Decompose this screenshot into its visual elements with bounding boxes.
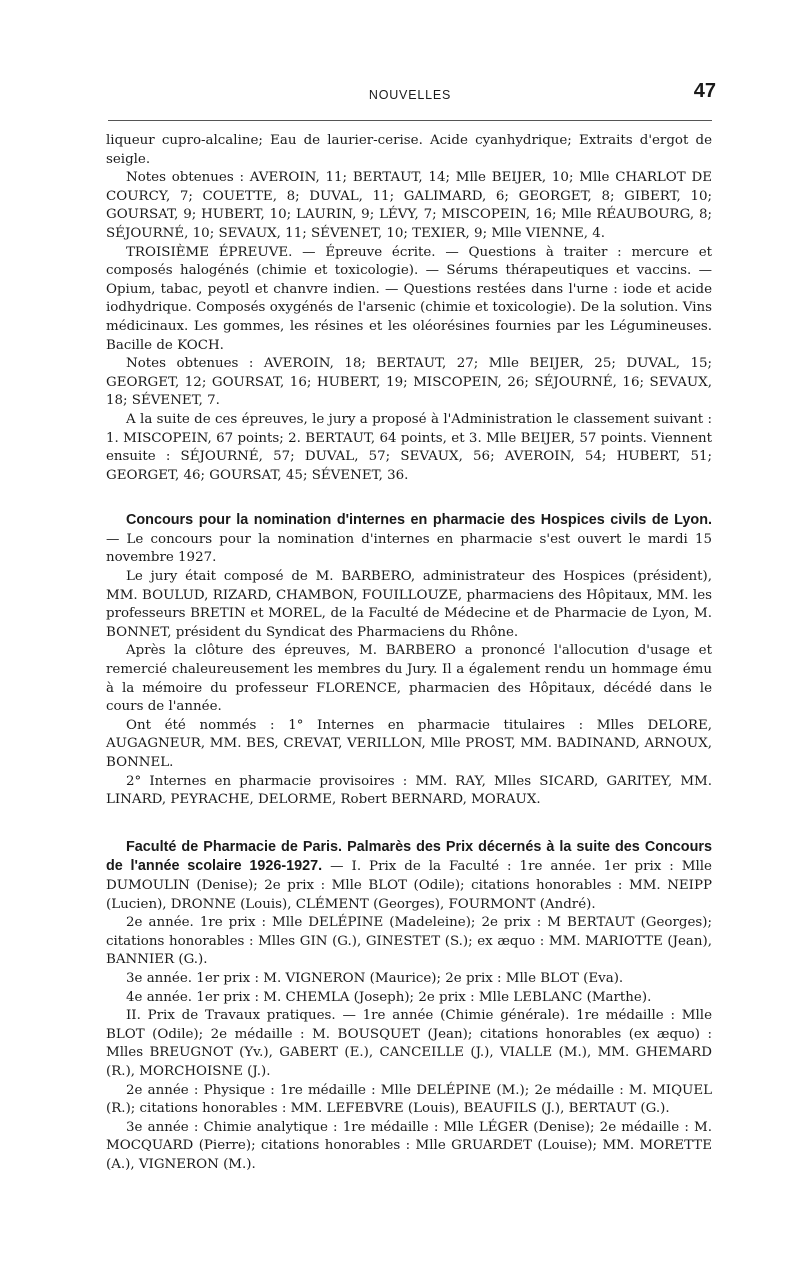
section-intro-paris: — I. Prix de la Faculté : 1re année. 1er prix : Mlle DUMOULIN (Denise); 2e prix : Mlle BLOT (Odile); citations honorables : MM. NEIPP (Lucien), DRONNE (Louis), CLÉMENT (Georges), FOURMONT (André). [106, 859, 712, 912]
paragraph-notes-2: Notes obtenues : AVEROIN, 11; BERTAUT, 14; Mlle BEIJER, 10; Mlle CHARLOT DE COURCY, 7; COUETTE, 8; DUVAL, 11; GALIMARD, 6; GEORGET, 8; GIBERT, 10; GOURSAT, 9; HUBERT, 10; LAURIN, 9; LÉVY, 7; MISCOPEIN, 16; Mlle RÉAUBOURG, 8; SÉJOURNÉ, 10; SEVAUX, 11; SÉVENET, 10; TEXIER, 9; Mlle VIENNE, 4. [106, 170, 712, 241]
section-title-paris: Faculté de Pharmacie de Paris. Palmarès des Prix décernés à la suite des Concours de l'année scolaire 1926-1927. [106, 838, 712, 875]
paragraph-analytical-chemistry: 3e année : Chimie analytique : 1re médaille : Mlle LÉGER (Denise); 2e médaille : M. MOCQUARD (Pierre); citations honorables : Mlle GRUARDET (Louise); MM. MORETTE (A.), VIGNERON (M.). [106, 1119, 712, 1172]
page-number: 47 [693, 80, 716, 102]
paragraph-appointed: Ont été nommés : 1° Internes en pharmacie titulaires : Mlles DELORE, AUGAGNEUR, MM. BES, CREVAT, VERILLON, Mlle PROST, MM. BADINAND, ARNOUX, BONNEL. [106, 717, 712, 770]
paragraph-ranking: A la suite de ces épreuves, le jury a proposé à l'Administration le classement suivant : 1. MISCOPEIN, 67 points; 2. BERTAUT, 64 points, et 3. Mlle BEIJER, 57 points. Viennent ensuite : SÉJOURNÉ, 57; DUVAL, 57; SEVAUX, 56; AVEROIN, 54; HUBERT, 51; GEORGET, 46; GOURSAT, 45; SÉVENET, 36. [106, 411, 712, 483]
article-body [106, 132, 712, 1174]
header-rule [108, 120, 712, 121]
section-intro-lyon: — Le concours pour la nomination d'internes en pharmacie s'est ouvert le mardi 15 novembre 1927. [106, 531, 712, 566]
section-title-lyon: Concours pour la nomination d'internes en pharmacie des Hospices civils de Lyon. [126, 512, 712, 529]
paragraph-liqueur: liqueur cupro-alcaline; Eau de laurier-cerise. Acide cyanhydrique; Extraits d'ergot de seigle. [106, 133, 712, 167]
page-header [100, 80, 720, 108]
paragraph-notes-3: Notes obtenues : AVEROIN, 18; BERTAUT, 27; Mlle BEIJER, 25; DUVAL, 15; GEORGET, 12; GOURSAT, 16; HUBERT, 19; MISCOPEIN, 26; SÉJOURNÉ, 16; SEVAUX, 18; SÉVENET, 7. [106, 356, 712, 409]
paragraph-closing: Après la clôture des épreuves, M. BARBERO a prononcé l'allocution d'usage et remercié chaleureusement les membres du Jury. Il a également rendu un hommage ému à la mémoire du professeur FLORENCE, pharmacien des Hôpitaux, décédé dans le cours de l'année. [106, 643, 712, 715]
section-paris [106, 838, 712, 914]
paragraph-third-test: TROISIÈME ÉPREUVE. — Épreuve écrite. — Questions à traiter : mercure et composés halogénés (chimie et toxicologie). — Sérums thérapeutiques et vaccins. — Opium, tabac, peyotl et chanvre indien. — Questions restées dans l'urne : iode et acide iodhydrique. Composés oxygénés de l'arsenic (chimie et toxicologie). De la solution. Vins médicinaux. Les gommes, les résines et les oléorésines fournies par les Légumineuses. Bacille de KOCH. [106, 244, 712, 353]
running-head: NOUVELLES [368, 88, 452, 102]
paragraph-jury: Le jury était composé de M. BARBERO, administrateur des Hospices (président), MM. BOULUD, RIZARD, CHAMBON, FOUILLOUZE, pharmaciens des Hôpitaux, MM. les professeurs BRETIN et MOREL, de la Faculté de Médecine et de Pharmacie de Lyon, M. BONNET, président du Syndicat des Pharmaciens du Rhône. [106, 569, 712, 640]
paragraph-third-year: 3e année. 1er prix : M. VIGNERON (Maurice); 2e prix : Mlle BLOT (Eva). [126, 970, 624, 986]
paragraph-provisional: 2° Internes en pharmacie provisoires : MM. RAY, Mlles SICARD, GARITEY, MM. LINARD, PEYRACHE, DELORME, Robert BERNARD, MORAUX. [106, 773, 712, 808]
paragraph-physics: 2e année : Physique : 1re médaille : Mlle DELÉPINE (M.); 2e médaille : M. MIQUEL (R.); citations honorables : MM. LEFEBVRE (Louis), BEAUFILS (J.), BERTAUT (G.). [106, 1082, 712, 1117]
paragraph-practical-work: II. Prix de Travaux pratiques. — 1re année (Chimie générale). 1re médaille : Mlle BLOT (Odile); 2e médaille : M. BOUSQUET (Jean); citations honorables (ex æquo) : Mlles BREUGNOT (Yv.), GABERT (E.), CANCEILLE (J.), VIALLE (M.), MM. GHEMARD (R.), MORCHOISNE (J.). [106, 1008, 712, 1079]
section-lyon [106, 511, 712, 568]
paragraph-fourth-year: 4e année. 1er prix : M. CHEMLA (Joseph); 2e prix : Mlle LEBLANC (Marthe). [126, 989, 652, 1005]
paragraph-second-year: 2e année. 1re prix : Mlle DELÉPINE (Madeleine); 2e prix : M BERTAUT (Georges); citations honorables : Mlles GIN (G.), GINESTET (S.); ex æquo : MM. MARIOTTE (Jean), BANNIER (G.). [106, 915, 712, 968]
